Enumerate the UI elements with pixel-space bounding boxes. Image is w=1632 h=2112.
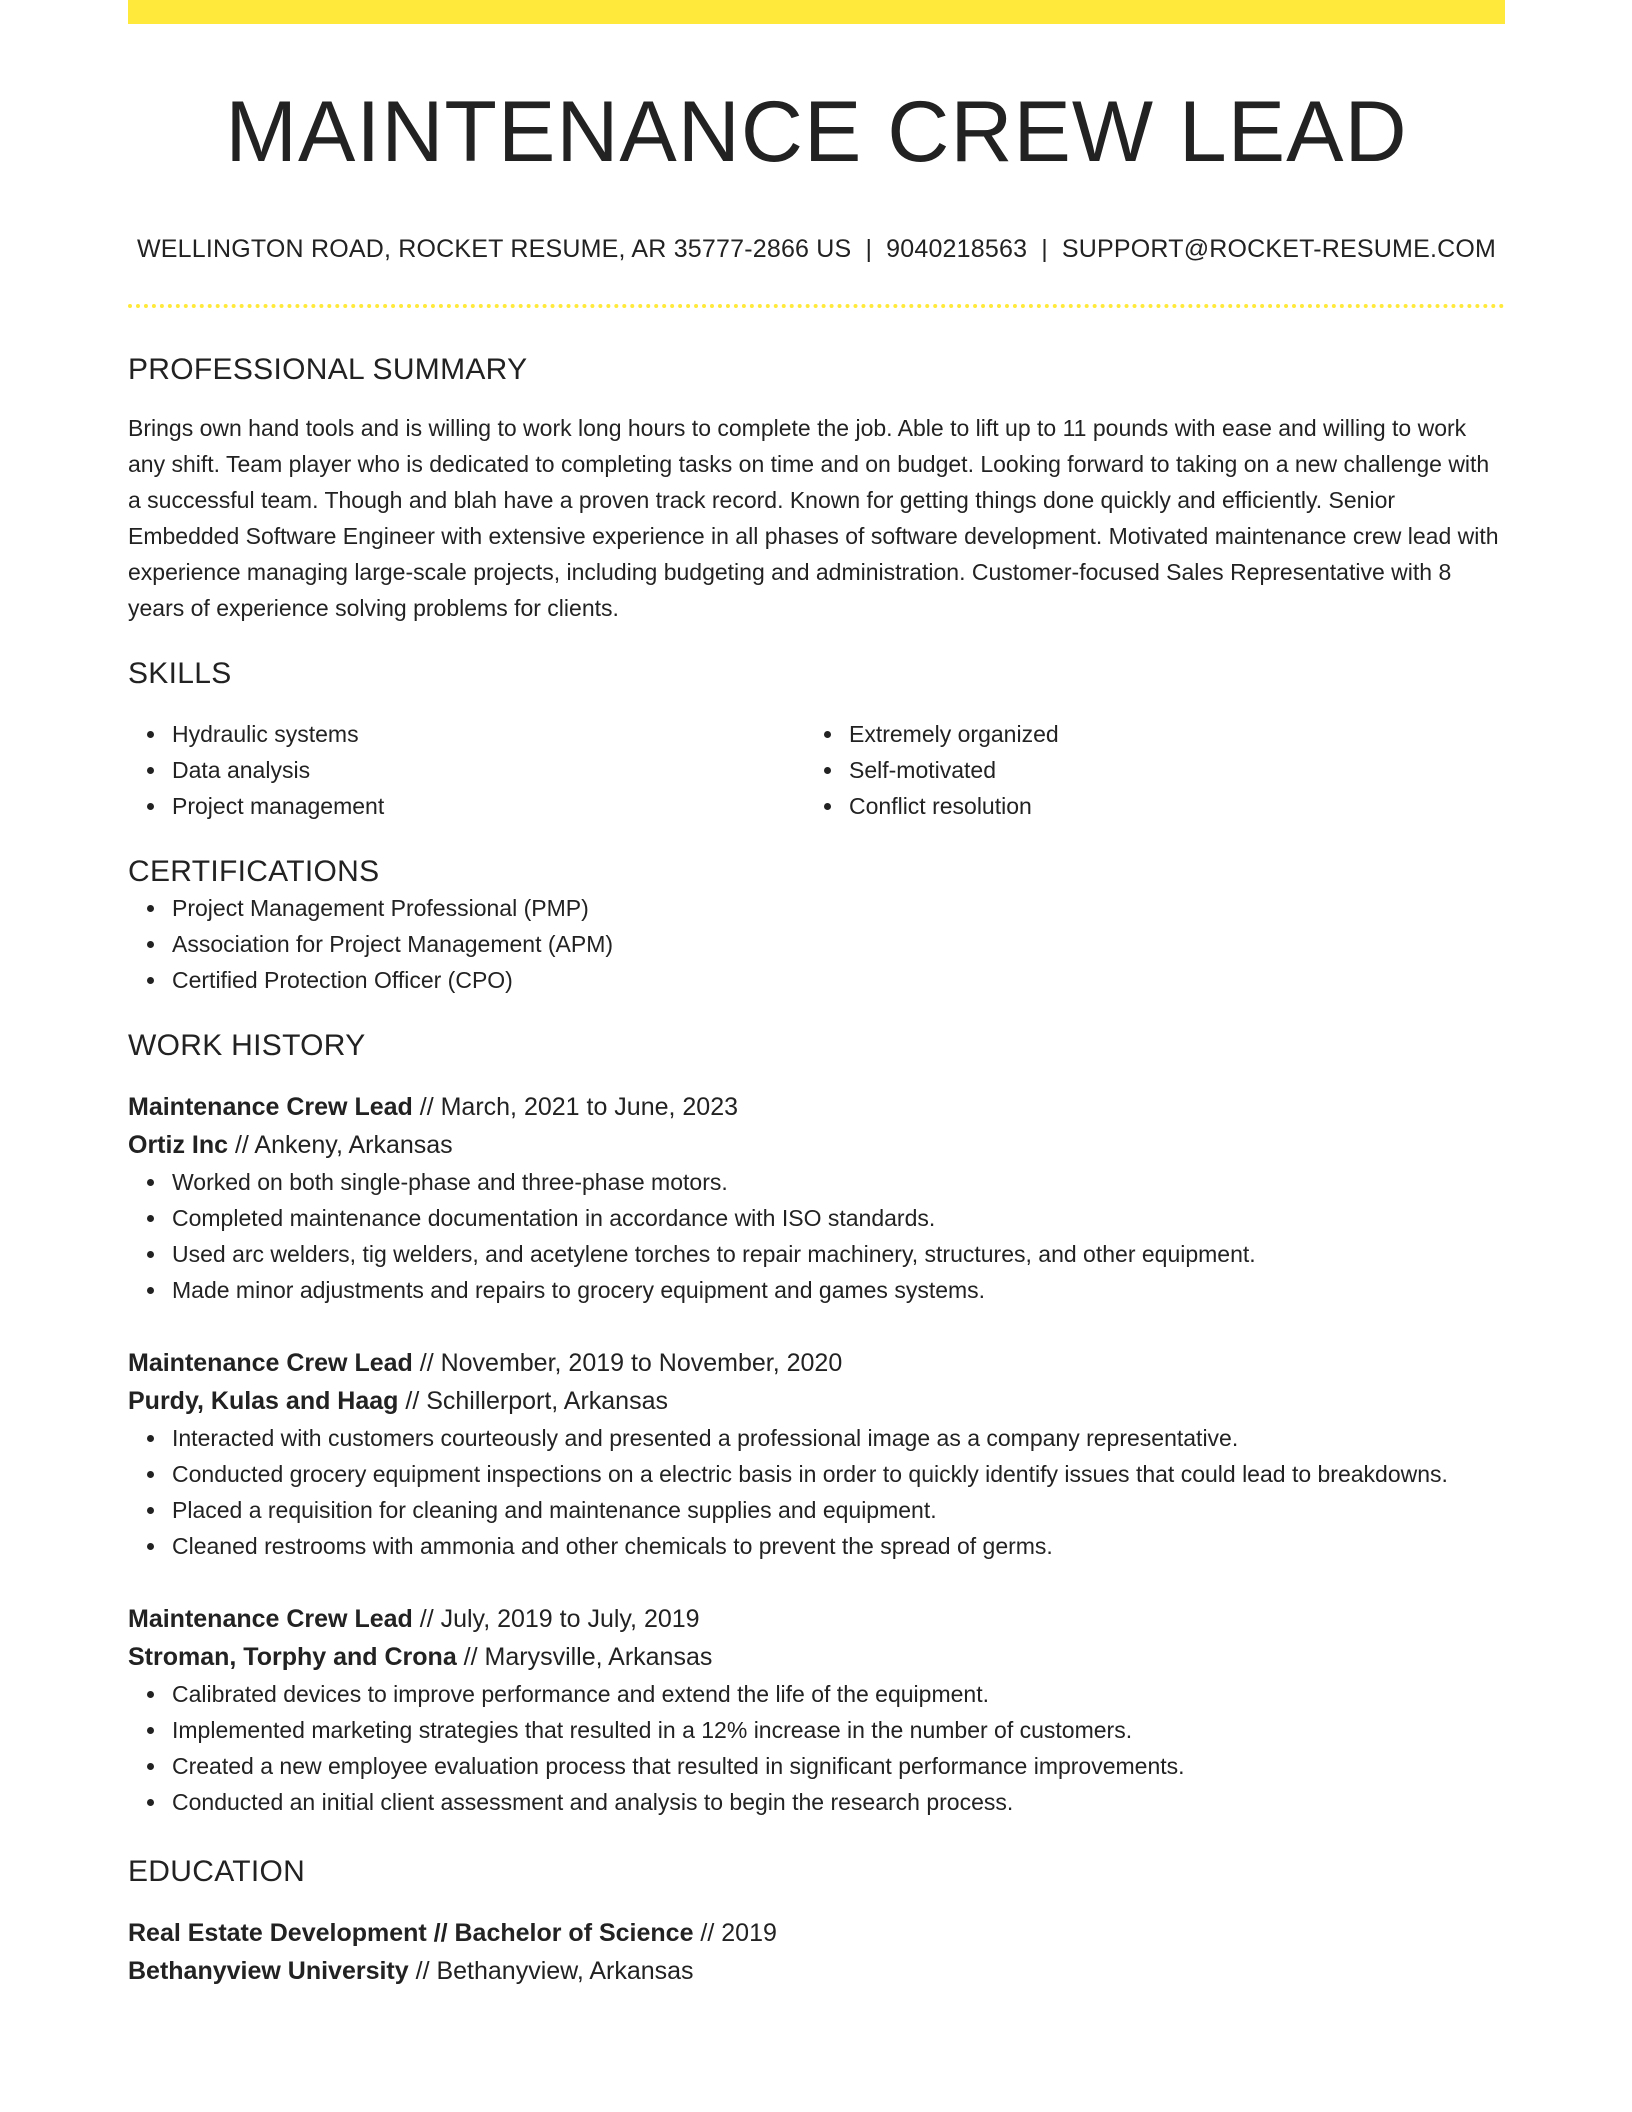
bullet-icon xyxy=(147,1251,154,1258)
skills-column-right xyxy=(805,716,1482,824)
list-item xyxy=(172,926,1505,962)
list-item xyxy=(172,1748,1505,1784)
list-item xyxy=(172,1712,1505,1748)
job-role: Maintenance Crew Lead xyxy=(128,1349,413,1377)
bullet-icon xyxy=(824,767,831,774)
bullet-icon xyxy=(147,767,154,774)
work-history-heading: WORK HISTORY xyxy=(128,1029,366,1062)
job-bullet-text: Made minor adjustments and repairs to grocery equipment and games systems. xyxy=(172,1277,986,1303)
list-item xyxy=(172,716,805,752)
bullet-icon xyxy=(147,1435,154,1442)
contact-separator: | xyxy=(1041,235,1048,263)
list-item xyxy=(172,752,805,788)
job-company-line xyxy=(128,1382,1505,1420)
education-degree: Real Estate Development // Bachelor of Science xyxy=(128,1919,694,1947)
skills-heading: SKILLS xyxy=(128,657,232,690)
job-dates: // March, 2021 to June, 2023 xyxy=(412,1093,739,1121)
bullet-icon xyxy=(147,941,154,948)
list-item xyxy=(172,1784,1505,1820)
job-entry xyxy=(128,1600,1505,1820)
job-bullet-text: Created a new employee evaluation process that resulted in significant performance improvements. xyxy=(172,1753,1185,1779)
skills-grid xyxy=(128,716,1505,824)
bullet-icon xyxy=(147,803,154,810)
bullet-icon xyxy=(147,1215,154,1222)
job-entry xyxy=(128,1344,1505,1564)
skill-label: Project management xyxy=(172,793,385,819)
education-school: Bethanyview University xyxy=(128,1957,409,1985)
certifications-heading: CERTIFICATIONS xyxy=(128,855,380,888)
job-location: // Ankeny, Arkansas xyxy=(228,1131,453,1159)
certification-label: Association for Project Management (APM) xyxy=(172,931,614,957)
certification-label: Certified Protection Officer (CPO) xyxy=(172,967,513,993)
list-item xyxy=(172,788,805,824)
job-bullet-text: Calibrated devices to improve performance and extend the life of the equipment. xyxy=(172,1681,989,1707)
bullet-icon xyxy=(147,1507,154,1514)
bullet-icon xyxy=(147,731,154,738)
contact-phone: 9040218563 xyxy=(886,235,1028,263)
skills-list-right xyxy=(805,716,1482,824)
job-bullets xyxy=(128,1164,1505,1308)
bullet-icon xyxy=(147,1727,154,1734)
list-item xyxy=(172,962,1505,998)
job-company-line xyxy=(128,1126,1505,1164)
list-item xyxy=(172,1676,1505,1712)
job-title-line xyxy=(128,1088,1505,1126)
list-item xyxy=(172,1164,1505,1200)
skills-column-left xyxy=(128,716,805,824)
job-bullet-text: Used arc welders, tig welders, and acetylene torches to repair machinery, structures, and other equipment. xyxy=(172,1241,1256,1267)
skill-label: Extremely organized xyxy=(849,721,1059,747)
job-bullet-text: Worked on both single-phase and three-phase motors. xyxy=(172,1169,728,1195)
skill-label: Hydraulic systems xyxy=(172,721,359,747)
list-item xyxy=(172,1528,1505,1564)
job-dates: // November, 2019 to November, 2020 xyxy=(412,1349,843,1377)
bullet-icon xyxy=(147,1763,154,1770)
contact-address: WELLINGTON ROAD, ROCKET RESUME, AR 35777-2866 US xyxy=(136,235,852,263)
list-item xyxy=(172,1456,1505,1492)
resume-name: MAINTENANCE CREW LEAD xyxy=(225,84,1408,180)
job-bullet-text: Conducted an initial client assessment and analysis to begin the research process. xyxy=(172,1789,1014,1815)
resume-content xyxy=(128,0,1505,1990)
job-entry xyxy=(128,1088,1505,1308)
contact-line xyxy=(128,234,1505,264)
education-heading: EDUCATION xyxy=(128,1855,306,1888)
bullet-icon xyxy=(147,1691,154,1698)
job-company: Ortiz Inc xyxy=(128,1131,229,1159)
job-title-line xyxy=(128,1344,1505,1382)
education-school-line xyxy=(128,1952,1505,1990)
job-company: Stroman, Torphy and Crona xyxy=(128,1643,457,1671)
skills-list-left xyxy=(128,716,805,824)
job-bullet-text: Conducted grocery equipment inspections on a electric basis in order to quickly identify issues that could lead to breakdowns. xyxy=(172,1461,1448,1487)
bullet-icon xyxy=(824,803,831,810)
job-bullet-text: Implemented marketing strategies that resulted in a 12% increase in the number of customers. xyxy=(172,1717,1133,1743)
list-item xyxy=(849,788,1482,824)
bullet-icon xyxy=(147,1179,154,1186)
summary-heading: PROFESSIONAL SUMMARY xyxy=(128,353,528,386)
education-year: // 2019 xyxy=(693,1919,777,1947)
list-item xyxy=(172,890,1505,926)
summary-text: Brings own hand tools and is willing to work long hours to complete the job. Able to lift up to 11 pounds with ease and willing to work any shift. Team player who is dedicated to completing tasks on time and on budget. Looking forward to taking on a new challenge with a successful team. Though and blah have a proven track record. Known for getting things done quickly and efficiently. Senior Embedded Software Engineer with extensive experience in all phases of software development. Motivated maintenance crew lead with experience managing large-scale projects, including budgeting and administration. Customer-focused Sales Representative with 8 years of experience solving problems for clients. xyxy=(128,415,1499,621)
accent-top-bar xyxy=(128,0,1505,24)
job-location: // Marysville, Arkansas xyxy=(456,1643,713,1671)
bullet-icon xyxy=(147,1543,154,1550)
bullet-icon xyxy=(824,731,831,738)
certification-label: Project Management Professional (PMP) xyxy=(172,895,589,921)
contact-email: SUPPORT@ROCKET-RESUME.COM xyxy=(1061,235,1497,263)
job-company-line xyxy=(128,1638,1505,1676)
contact-separator: | xyxy=(865,235,873,263)
job-dates: // July, 2019 to July, 2019 xyxy=(412,1605,700,1633)
education-degree-line xyxy=(128,1914,1505,1952)
job-role: Maintenance Crew Lead xyxy=(128,1605,413,1633)
job-bullet-text: Completed maintenance documentation in accordance with ISO standards. xyxy=(172,1205,936,1231)
bullet-icon xyxy=(147,1471,154,1478)
list-item xyxy=(172,1492,1505,1528)
job-role: Maintenance Crew Lead xyxy=(128,1093,413,1121)
job-bullet-text: Interacted with customers courteously and presented a professional image as a company representative. xyxy=(172,1425,1239,1451)
education-location: // Bethanyview, Arkansas xyxy=(408,1957,694,1985)
list-item xyxy=(172,1200,1505,1236)
job-bullets xyxy=(128,1420,1505,1564)
list-item xyxy=(849,716,1482,752)
job-bullet-text: Placed a requisition for cleaning and maintenance supplies and equipment. xyxy=(172,1497,937,1523)
bullet-icon xyxy=(147,1287,154,1294)
skill-label: Conflict resolution xyxy=(849,793,1032,819)
bullet-icon xyxy=(147,905,154,912)
job-bullet-text: Cleaned restrooms with ammonia and other chemicals to prevent the spread of germs. xyxy=(172,1533,1053,1559)
skill-label: Self-motivated xyxy=(849,757,997,783)
list-item xyxy=(849,752,1482,788)
job-location: // Schillerport, Arkansas xyxy=(398,1387,668,1415)
list-item xyxy=(172,1272,1505,1308)
list-item xyxy=(172,1236,1505,1272)
list-item xyxy=(172,1420,1505,1456)
certifications-list xyxy=(128,890,1505,998)
job-bullets xyxy=(128,1676,1505,1820)
bullet-icon xyxy=(147,977,154,984)
dotted-divider xyxy=(128,304,1505,308)
skill-label: Data analysis xyxy=(172,757,311,783)
bullet-icon xyxy=(147,1799,154,1806)
education-entry xyxy=(128,1914,1505,1990)
job-company: Purdy, Kulas and Haag xyxy=(128,1387,399,1415)
job-title-line xyxy=(128,1600,1505,1638)
